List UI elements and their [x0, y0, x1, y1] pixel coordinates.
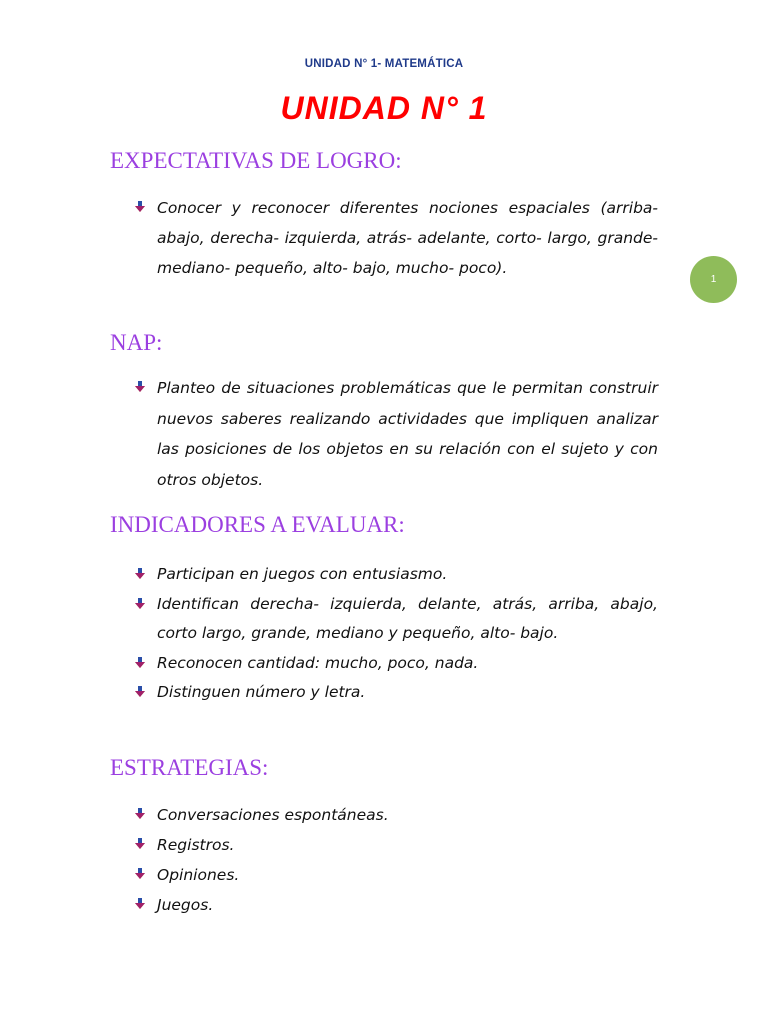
running-header: UNIDAD N° 1- MATEMÁTICA: [304, 58, 464, 70]
list-item-text: Opiniones.: [157, 866, 240, 884]
arrow-bullet-icon: [134, 381, 146, 393]
heading-nap: NAP:: [110, 330, 163, 355]
list-item: [128, 800, 658, 830]
arrow-bullet-icon: [134, 868, 146, 880]
arrow-bullet-icon: [134, 686, 146, 698]
heading-indicadores: INDICADORES A EVALUAR:: [110, 512, 405, 537]
arrow-bullet-icon: [134, 598, 146, 610]
heading-estrategias: ESTRATEGIAS:: [110, 755, 269, 780]
arrow-bullet-icon: [134, 898, 146, 910]
arrow-bullet-icon: [134, 568, 146, 580]
list-item: [128, 590, 658, 649]
list-item: [128, 890, 658, 920]
list-item: [128, 830, 658, 860]
list-expectativas: [128, 193, 658, 283]
arrow-bullet-icon: [134, 201, 146, 213]
arrow-bullet-icon: [134, 808, 146, 820]
document-title: UNIDAD N° 1: [280, 90, 488, 126]
list-item-text: Distinguen número y letra.: [157, 683, 366, 701]
arrow-bullet-icon: [134, 838, 146, 850]
list-item-text: Participan en juegos con entusiasmo.: [157, 565, 448, 583]
list-item: [128, 649, 658, 679]
list-item: [128, 193, 658, 283]
list-item-text: Identifican derecha- izquierda, delante, atrás, arriba, abajo, corto largo, grande, mediano y pequeño, alto- bajo.: [157, 594, 658, 642]
list-item-text: Planteo de situaciones problemáticas que le permitan construir nuevos saberes realizando actividades que impliquen analizar las posiciones de los objetos en su relación con el sujeto y con otros objetos.: [157, 379, 658, 489]
list-item-text: Registros.: [157, 836, 235, 854]
list-nap: [128, 373, 658, 495]
list-item-text: Conversaciones espontáneas.: [157, 806, 389, 824]
list-estrategias: [128, 800, 658, 920]
list-item: [128, 860, 658, 890]
list-item: [128, 678, 658, 708]
list-item-text: Conocer y reconocer diferentes nociones espaciales (arriba- abajo, derecha- izquierda, atrás- adelante, corto- largo, grande- mediano- pequeño, alto- bajo, mucho- poco).: [157, 199, 658, 277]
list-item: [128, 560, 658, 590]
page-number-badge: 1: [690, 256, 737, 303]
arrow-bullet-icon: [134, 657, 146, 669]
heading-expectativas: EXPECTATIVAS DE LOGRO:: [110, 148, 402, 173]
list-item: [128, 373, 658, 495]
list-item-text: Juegos.: [157, 896, 214, 914]
list-indicadores: [128, 560, 658, 708]
list-item-text: Reconocen cantidad: mucho, poco, nada.: [157, 653, 479, 672]
